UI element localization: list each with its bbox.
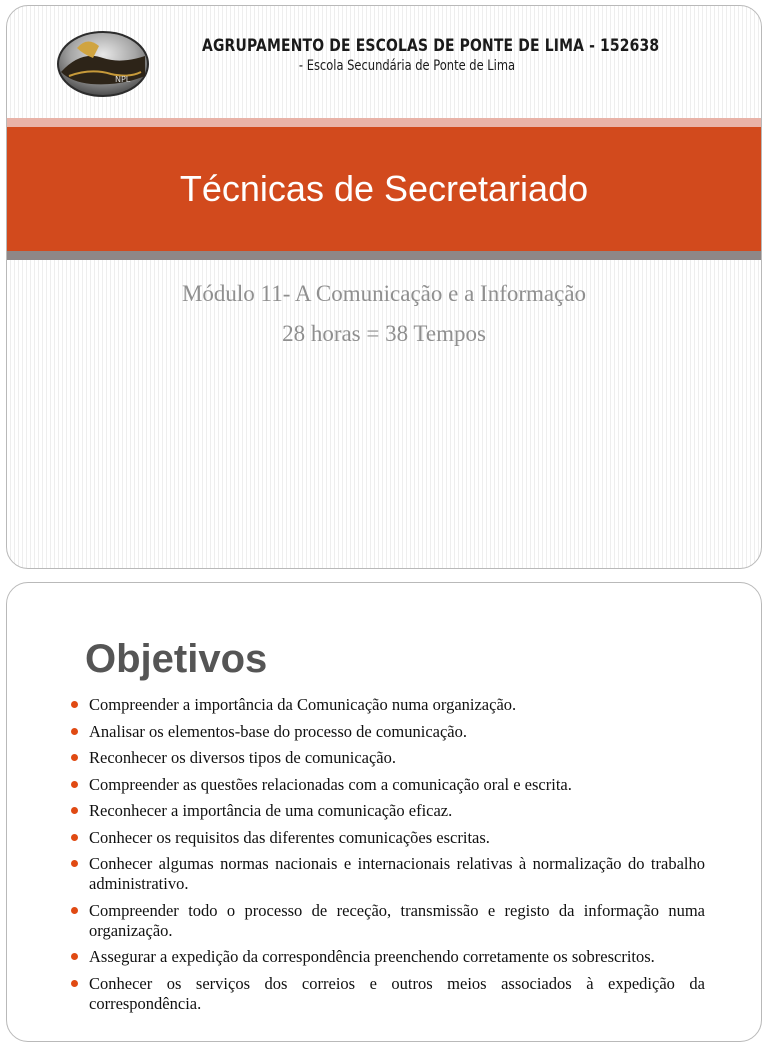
objective-text: Compreender as questões relacionadas com a comunicação oral e escrita. <box>89 774 572 794</box>
objectives-title: Objetivos <box>85 637 268 681</box>
objective-text: Analisar os elementos-base do processo de comunicação. <box>89 721 467 741</box>
bullet-icon <box>71 953 78 960</box>
bullet-icon <box>71 728 78 735</box>
objective-text: Assegurar a expedição da correspondência preenchendo corretamente os sobrescritos. <box>89 947 655 966</box>
bullet-icon <box>71 807 78 814</box>
objectives-list <box>65 695 705 1020</box>
school-header <box>157 36 660 74</box>
objective-item <box>65 722 705 742</box>
objective-text: Conhecer os serviços dos correios e outros meios associados à expedição da correspondência. <box>89 973 705 1013</box>
objective-text: Conhecer os requisitos das diferentes comunicações escritas. <box>89 827 490 847</box>
objective-item <box>65 775 705 795</box>
slide-title <box>6 5 762 569</box>
bullet-icon <box>71 701 78 708</box>
presentation-title: Técnicas de Secretariado <box>179 168 589 209</box>
objective-text: Conhecer algumas normas nacionais e internacionais relativas à normalização do trabalho administrativo. <box>89 854 705 893</box>
objective-item <box>65 947 705 967</box>
bullet-icon <box>71 834 78 841</box>
bullet-icon <box>71 980 78 987</box>
objective-item <box>65 901 705 941</box>
objective-item <box>65 695 705 715</box>
objective-item <box>65 828 705 848</box>
accent-band-top <box>7 118 761 127</box>
bullet-icon <box>71 860 78 867</box>
svg-text:NPL: NPL <box>115 75 131 84</box>
objective-item <box>65 801 705 821</box>
title-band <box>7 127 761 251</box>
objective-text: Compreender a importância da Comunicação numa organização. <box>89 695 517 714</box>
accent-band-bottom <box>7 251 761 260</box>
objective-text: Compreender todo o processo de receção, transmissão e registo da informação numa organização. <box>89 900 705 940</box>
hours-line: 28 horas = 38 Tempos <box>282 321 486 346</box>
objective-text: Reconhecer os diversos tipos de comunicação. <box>89 748 396 767</box>
subtitle <box>7 274 761 354</box>
bullet-icon <box>71 754 78 761</box>
objective-item <box>65 974 705 1014</box>
school-name: - Escola Secundária de Ponte de Lima <box>298 58 516 74</box>
school-group-name: AGRUPAMENTO DE ESCOLAS DE PONTE DE LIMA - 152638 <box>202 36 660 56</box>
objective-item <box>65 854 705 894</box>
bullet-icon <box>71 781 78 788</box>
slide-objectives <box>6 582 762 1042</box>
objective-text: Reconhecer a importância de uma comunicação eficaz. <box>89 801 453 820</box>
bullet-icon <box>71 907 78 914</box>
objective-item <box>65 748 705 768</box>
module-line: Módulo 11- A Comunicação e a Informação <box>181 281 587 306</box>
school-logo <box>51 28 151 100</box>
